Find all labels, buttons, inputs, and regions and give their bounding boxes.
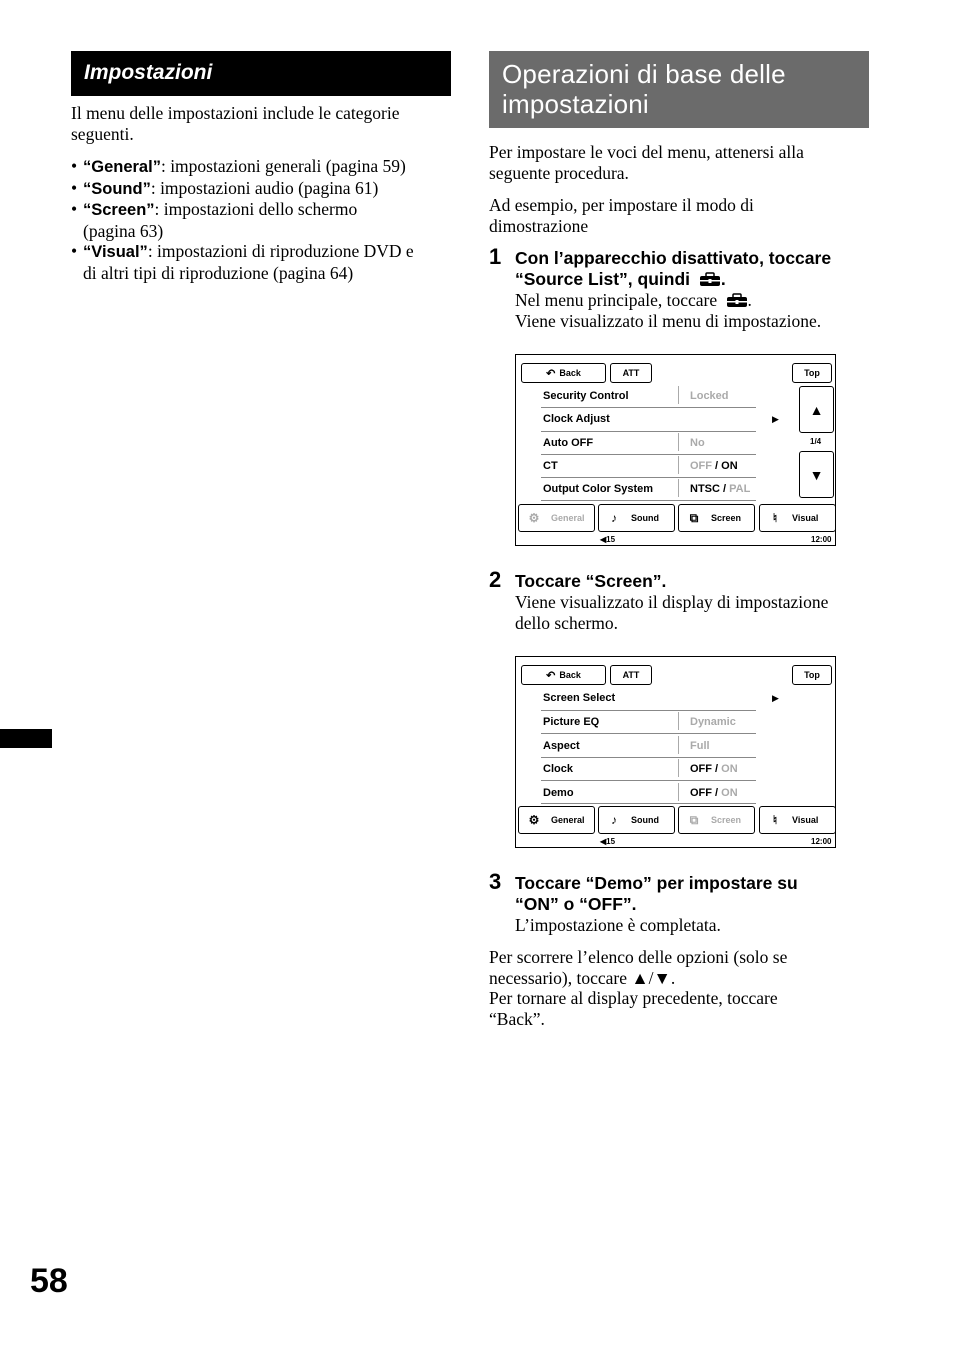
row-screen-select[interactable]: Screen Select [543,692,616,704]
list-item: • “Screen”: impostazioni dello schermo (pagina 63) [71,199,456,241]
tab-sound[interactable]: ♪ Sound [598,504,675,532]
play-arrow-icon: ▶ [772,414,779,424]
screen-icon: ⧉ [689,813,699,827]
divider [678,759,679,777]
wrench-icon: ⚙ [528,511,540,525]
row-ct[interactable]: CT [543,460,558,472]
screen-icon: ⧉ [689,511,699,525]
clock-display: 12:00 [811,535,832,544]
section-title-line1: Operazioni di base delle [502,59,786,89]
tab-general[interactable]: ⚙ General [518,504,595,532]
step-number-2: 2 [489,567,502,592]
clock-display: 12:00 [811,837,832,846]
divider [541,431,756,432]
speaker-icon: ◀ [600,535,607,544]
top-button[interactable]: Top [792,363,832,383]
row-clock[interactable]: Clock [543,763,573,775]
row-value: OFF / ON [690,787,738,799]
list-item: • “Sound”: impostazioni audio (pagina 61) [71,178,456,200]
att-button[interactable]: ATT [610,665,652,685]
section-title: Impostazioni [84,61,213,84]
divider [678,783,679,801]
triangle-down-icon: ▼ [809,466,824,483]
step-number-3: 3 [489,869,502,894]
divider [541,454,756,455]
step-1-title: Con l’apparecchio disattivato, toccare “Source List”, quindi . [515,248,832,289]
list-item: • “General”: impostazioni generali (pagina 59) [71,156,456,178]
toolbox-icon [699,272,721,287]
divider [541,710,756,711]
divider [678,433,679,451]
back-button[interactable]: ↶ Back [521,363,606,383]
step-3-title: Toccare “Demo” per impostare su “ON” o “OFF”. [515,873,798,914]
step-1-body: Nel menu principale, toccare . Viene visualizzato il menu di impostazione. [515,290,822,331]
row-value: No [690,437,705,449]
step-2-body: Viene visualizzato il display di impostazione dello schermo. [515,592,829,633]
divider [541,733,756,734]
back-arrow-icon: ↶ [546,669,556,682]
page-number: 58 [30,1262,68,1300]
settings-screen-general [515,354,836,546]
row-auto-off[interactable]: Auto OFF [543,437,594,449]
music-note-icon: ♪ [611,511,617,525]
row-demo[interactable]: Demo [543,787,574,799]
step-2-title: Toccare “Screen”. [515,571,667,591]
play-arrow-icon: ▶ [772,693,779,703]
volume-indicator: ◀15 [600,535,616,544]
music-note-icon: ♪ [611,813,617,827]
row-value: Dynamic [690,716,736,728]
row-value: Full [690,740,710,752]
divider [541,477,756,478]
back-button[interactable]: ↶ Back [521,665,606,685]
row-value: OFF / ON [690,460,738,472]
divider [678,479,679,497]
chapter-tab-marker [0,729,52,748]
divider [541,757,756,758]
row-clock-adjust[interactable]: Clock Adjust [543,413,610,425]
row-security-control[interactable]: Security Control [543,390,629,402]
paragraph-3: Per scorrere l’elenco delle opzioni (solo se necessario), toccare ▲/▼. Per tornare al display precedente, toccare “Back”. [489,947,788,1029]
divider [678,456,679,474]
divider [541,780,756,781]
section-header-impostazioni [71,51,451,96]
toolbox-icon [726,293,748,308]
divider [678,736,679,754]
paragraph-2: Ad esempio, per impostare il modo di dimostrazione [489,195,754,236]
row-output-color-system[interactable]: Output Color System [543,483,654,495]
speaker-icon: ◀ [600,837,607,846]
att-button[interactable]: ATT [610,363,652,383]
list-item: • “Visual”: impostazioni di riproduzione DVD e di altri tipi di riproduzione (pagina 64) [71,241,456,283]
triangle-up-icon: ▲ [809,401,824,418]
top-button[interactable]: Top [792,665,832,685]
divider [541,500,756,501]
step-number-1: 1 [489,244,502,269]
divider [678,386,679,404]
paragraph-1: Per impostare le voci del menu, attenersi alla seguente procedura. [489,142,804,183]
equalizer-icon: ♮ [772,813,778,827]
section-title-line2: impostazioni [502,89,649,119]
row-aspect[interactable]: Aspect [543,740,580,752]
scroll-down-button[interactable] [799,451,834,498]
tab-general[interactable]: ⚙ General [518,806,595,834]
tab-screen[interactable]: ⧉ Screen [678,806,755,834]
wrench-icon: ⚙ [528,813,540,827]
row-value: Locked [690,390,729,402]
divider [678,712,679,730]
tab-sound[interactable]: ♪ Sound [598,806,675,834]
scroll-up-button[interactable] [799,386,834,433]
page-indicator: 1/4 [810,437,822,446]
section-header-operazioni [489,51,869,128]
row-value: NTSC / PAL [690,483,751,495]
row-picture-eq[interactable]: Picture EQ [543,716,600,728]
tab-screen[interactable]: ⧉ Screen [678,504,755,532]
intro-paragraph: Il menu delle impostazioni include le categorie seguenti. [71,103,400,144]
divider [541,407,756,408]
settings-screen-screen [515,656,836,848]
back-arrow-icon: ↶ [546,367,556,380]
divider [541,803,756,804]
tab-visual[interactable]: ♮ Visual [759,806,836,834]
equalizer-icon: ♮ [772,511,778,525]
row-value: OFF / ON [690,763,738,775]
volume-indicator: ◀15 [600,837,616,846]
step-3-body: L’impostazione è completata. [515,915,721,935]
category-list [71,156,456,283]
tab-visual[interactable]: ♮ Visual [759,504,836,532]
